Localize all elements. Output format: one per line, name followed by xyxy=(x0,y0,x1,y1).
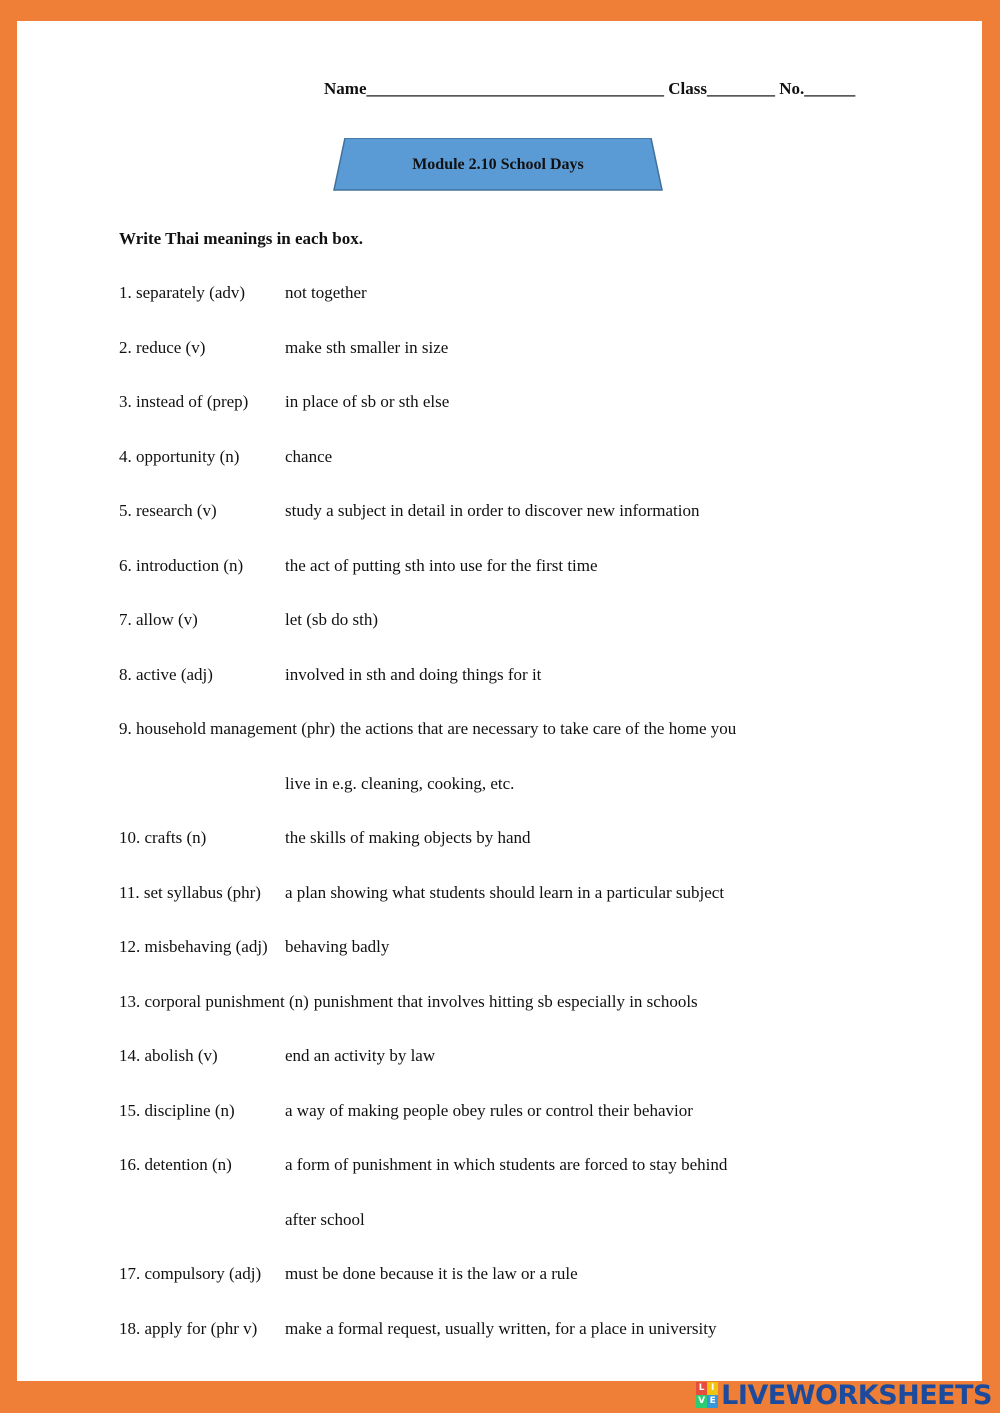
vocab-term: 2. reduce (v) xyxy=(119,337,206,357)
liveworksheets-logo-icon xyxy=(696,1382,718,1408)
vocab-row xyxy=(119,1319,879,1374)
worksheet-page xyxy=(17,21,982,1381)
vocab-term: 16. detention (n) xyxy=(119,1155,232,1174)
vocab-row xyxy=(119,447,879,502)
vocab-definition: the act of putting sth into use for the first time xyxy=(285,555,598,575)
vocab-definition: make sth smaller in size xyxy=(285,337,449,357)
vocab-term: 1. separately (adv) xyxy=(119,283,246,302)
vocab-definition: a plan showing what students should learn in a particular subject xyxy=(285,882,725,902)
vocab-term: 4. opportunity (n) xyxy=(119,446,240,466)
vocab-row xyxy=(119,610,879,665)
module-title: Module 2.10 School Days xyxy=(412,156,584,173)
vocab-term: 10. crafts (n) xyxy=(119,828,207,847)
vocab-term: 18. apply for (phr v) xyxy=(119,1318,258,1338)
vocab-term: 5. research (v) xyxy=(119,501,217,520)
vocab-row xyxy=(119,392,879,447)
vocab-definition: punishment that involves hitting sb especially in schools xyxy=(313,991,698,1011)
vocab-definition: live in e.g. cleaning, cooking, etc. xyxy=(285,773,515,793)
vocab-definition: after school xyxy=(285,1209,365,1229)
vocab-row xyxy=(119,283,879,338)
vocab-row xyxy=(119,937,879,992)
vocab-term: 6. introduction (n) xyxy=(119,555,244,575)
vocab-definition: chance xyxy=(285,446,333,466)
module-title-banner xyxy=(333,138,663,191)
vocab-row xyxy=(119,556,879,611)
vocab-row xyxy=(119,719,879,774)
vocab-row xyxy=(119,1155,879,1210)
vocab-term: 13. corporal punishment (n) xyxy=(119,991,309,1011)
logo-mark-cell: L xyxy=(696,1382,707,1395)
vocab-definition: study a subject in detail in order to discover new information xyxy=(285,501,700,520)
vocab-definition: must be done because it is the law or a rule xyxy=(285,1264,578,1283)
vocab-row xyxy=(119,338,879,393)
vocab-term: 14. abolish (v) xyxy=(119,1046,218,1065)
vocab-row xyxy=(119,1101,879,1156)
vocab-term: 7. allow (v) xyxy=(119,610,198,629)
logo-mark-cell: I xyxy=(707,1382,718,1395)
vocab-term: 9. household management (phr) xyxy=(119,719,336,738)
vocab-row xyxy=(119,883,879,938)
vocab-row xyxy=(119,828,879,883)
vocab-row xyxy=(119,1046,879,1101)
liveworksheets-logo-text: LIVEWORKSHEETS xyxy=(721,1379,992,1411)
vocabulary-list xyxy=(119,283,879,1373)
vocab-row-continuation xyxy=(119,774,879,829)
liveworksheets-logo xyxy=(696,1381,992,1409)
vocab-term: 15. discipline (n) xyxy=(119,1100,235,1120)
name-class-number-line: Name___________________________________ Class________ No.______ xyxy=(324,79,856,98)
vocab-term: 11. set syllabus (phr) xyxy=(119,882,261,902)
vocab-definition: the actions that are necessary to take care of the home you xyxy=(340,719,737,738)
vocab-row-continuation xyxy=(119,1210,879,1265)
vocab-definition: a way of making people obey rules or control their behavior xyxy=(285,1100,693,1120)
vocab-definition: not together xyxy=(285,283,367,302)
vocab-definition: make a formal request, usually written, for a place in university xyxy=(285,1318,717,1338)
vocab-term: 12. misbehaving (adj) xyxy=(119,937,268,956)
vocab-definition: in place of sb or sth else xyxy=(285,392,450,411)
vocab-definition: behaving badly xyxy=(285,937,390,956)
vocab-definition: the skills of making objects by hand xyxy=(285,828,531,847)
vocab-definition: a form of punishment in which students are forced to stay behind xyxy=(285,1155,728,1174)
vocab-row xyxy=(119,992,879,1047)
vocab-row xyxy=(119,1264,879,1319)
vocab-term: 3. instead of (prep) xyxy=(119,392,249,411)
instruction-text: Write Thai meanings in each box. xyxy=(119,229,364,248)
vocab-definition: let (sb do sth) xyxy=(285,610,379,629)
vocab-term: 17. compulsory (adj) xyxy=(119,1264,262,1283)
vocab-definition: end an activity by law xyxy=(285,1046,436,1065)
vocab-definition: involved in sth and doing things for it xyxy=(285,664,542,684)
logo-mark-cell: E xyxy=(707,1395,718,1408)
vocab-row xyxy=(119,501,879,556)
vocab-term: 8. active (adj) xyxy=(119,664,213,684)
vocab-row xyxy=(119,665,879,720)
logo-mark-cell: V xyxy=(696,1395,707,1408)
